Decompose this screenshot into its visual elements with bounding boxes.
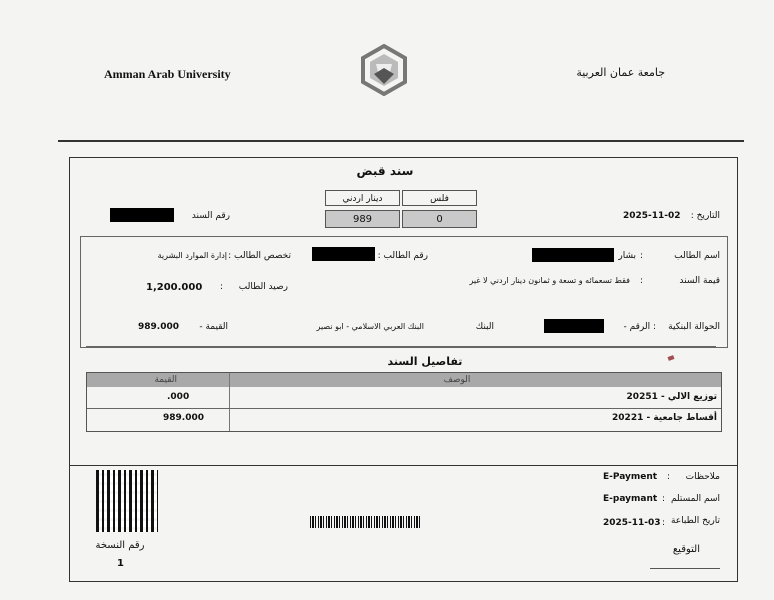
recipient-colon: : (662, 494, 666, 504)
recipient-label: اسم المستلم (670, 494, 720, 504)
amount-label: قيمة السند (679, 276, 720, 286)
print-date-label: تاريخ الطباعة (670, 516, 720, 526)
student-major-label: تخصص الطالب : (228, 251, 291, 261)
receipt-date-value: 2025-11-02 (623, 211, 681, 221)
table-row (87, 389, 721, 407)
header-divider (58, 140, 744, 142)
print-date-colon: : (662, 518, 666, 528)
copy-number-value: 1 (117, 558, 124, 569)
university-name-en: Amman Arab University (104, 67, 231, 81)
signature-label: التوقيع (672, 544, 700, 555)
barcode (310, 516, 420, 528)
column-header-description: الوصف (443, 375, 471, 385)
student-name-label: اسم الطالب (674, 251, 720, 261)
student-major-value: إدارة الموارد البشرية (157, 251, 227, 260)
student-number-redacted (312, 247, 375, 261)
receipt-number-label: رقم السند (191, 211, 230, 221)
amount-in-words: فقط تسعمائه و تسعة و ثمانون دينار اردني لا غير (469, 276, 630, 285)
balance-label: رصيد الطالب (238, 282, 288, 292)
row-description: توزيع الالي - 20251 (626, 392, 717, 402)
bank-label: البنك (475, 322, 494, 332)
table-row (87, 410, 721, 428)
transfer-value-label: القيمة - (199, 322, 228, 332)
transfer-number-label: : الرقم - (623, 322, 656, 332)
recipient-value: E-paymant (603, 494, 658, 504)
details-table-header (87, 373, 721, 387)
receipt-date-label: التاريخ : (690, 211, 720, 221)
signature-line (650, 568, 720, 569)
column-header-value: القيمة (154, 375, 177, 385)
details-title: تفاصيل السند (387, 355, 463, 368)
notes-label: ملاحظات (685, 472, 720, 482)
student-name-redacted (532, 248, 614, 262)
currency-fils-label: فلس (402, 190, 477, 206)
row-value: .000 (167, 392, 190, 402)
notes-colon: : (667, 472, 671, 482)
student-number-label: رقم الطالب : (377, 251, 428, 261)
row-value: 989.000 (163, 413, 204, 423)
currency-dinar-label: دينار اردني (325, 190, 400, 206)
details-table (86, 372, 722, 432)
student-name-prefix: بشار (618, 251, 636, 261)
fils-value: 0 (402, 210, 477, 228)
balance-value: 1,200.000 (146, 282, 203, 293)
receipt-title: سند قبض (356, 164, 414, 178)
dinar-value: 989 (325, 210, 400, 228)
university-logo-icon (360, 44, 408, 96)
transfer-value-amount: 989.000 (138, 322, 179, 332)
university-name-ar: جامعة عمان العربية (576, 66, 665, 79)
notes-value: E-Payment (603, 472, 658, 482)
transfer-number-redacted (544, 319, 604, 333)
row-description: أقساط جامعية - 20221 (612, 413, 717, 423)
receipt-number-redacted (110, 208, 174, 222)
row-divider-1 (87, 408, 721, 409)
amount-colon: : (640, 276, 644, 286)
bank-value: البنك العربي الاسلامي - ابو نصير (316, 322, 424, 331)
student-name-colon: : (640, 251, 644, 261)
balance-colon: : (220, 282, 224, 292)
transfer-label: الحوالة البنكية (668, 322, 720, 332)
qr-code (96, 470, 158, 532)
footer-divider (70, 465, 737, 466)
copy-number-label: رقم النسخة (95, 540, 145, 551)
print-date-value: 2025-11-03 (603, 518, 661, 528)
transfer-divider (86, 346, 716, 347)
